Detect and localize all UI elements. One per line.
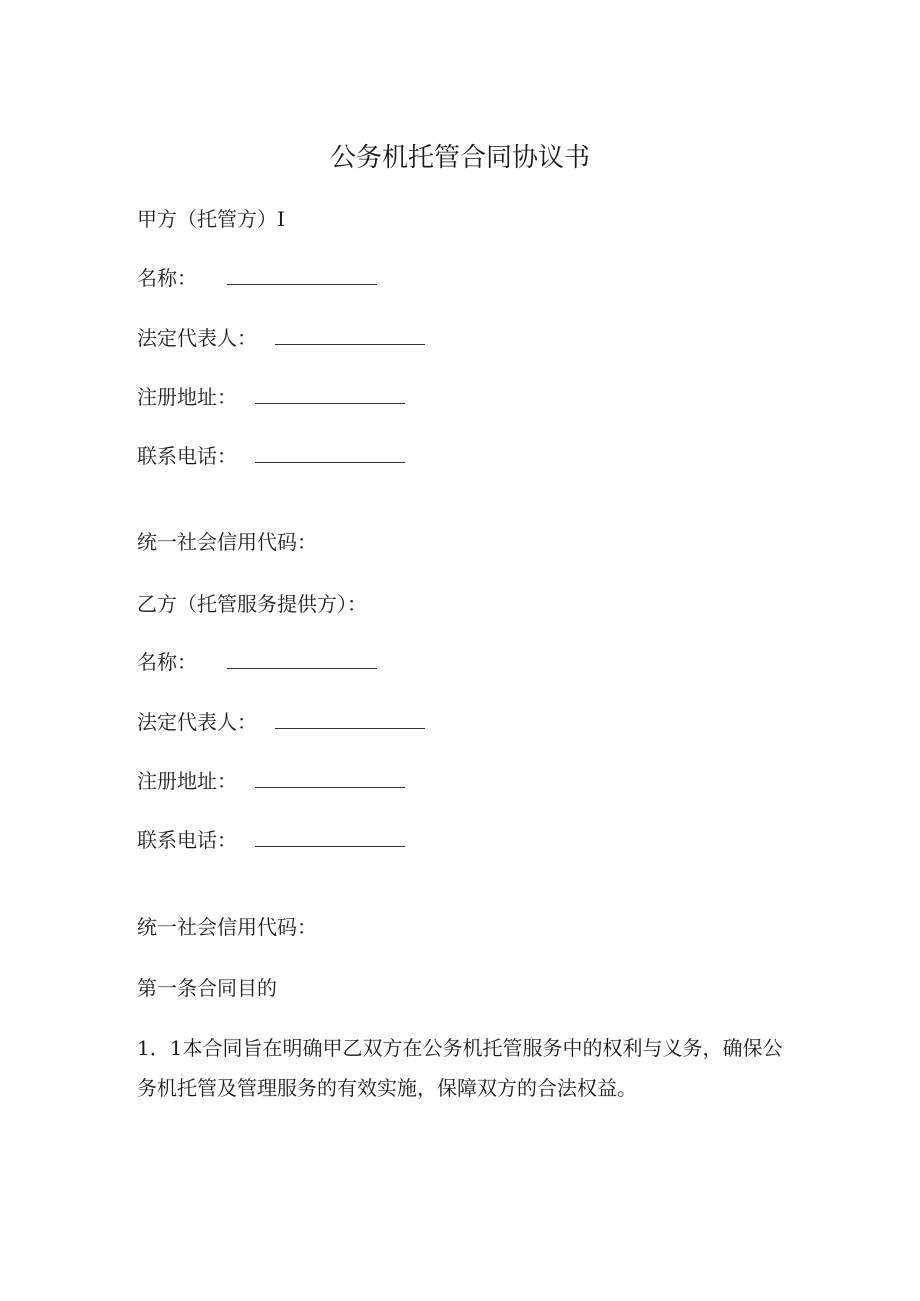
party-b-name-label: 名称： bbox=[137, 650, 197, 674]
party-a-name-blank[interactable] bbox=[227, 264, 377, 285]
party-a-credit-code: 统一社会信用代码： bbox=[137, 530, 317, 554]
party-b-credit-code: 统一社会信用代码： bbox=[137, 915, 317, 939]
party-a-address-row bbox=[137, 383, 405, 411]
party-b-heading: 乙方（托管服务提供方）： bbox=[137, 592, 367, 616]
party-a-address-label: 注册地址： bbox=[137, 385, 237, 409]
party-b-address-blank[interactable] bbox=[255, 767, 405, 788]
party-a-phone-blank[interactable] bbox=[255, 442, 405, 463]
party-a-heading: 甲方（托管方）I bbox=[137, 207, 285, 231]
party-a-name-label: 名称： bbox=[137, 266, 197, 290]
party-a-rep-blank[interactable] bbox=[275, 324, 425, 345]
party-a-phone-row bbox=[137, 442, 405, 470]
party-b-address-row bbox=[137, 767, 405, 795]
party-b-address-label: 注册地址： bbox=[137, 769, 237, 793]
party-b-name-blank[interactable] bbox=[227, 648, 377, 669]
party-b-phone-row bbox=[137, 826, 405, 854]
party-b-phone-label: 联系电话： bbox=[137, 828, 237, 852]
party-b-rep-label: 法定代表人： bbox=[137, 710, 257, 734]
party-a-address-blank[interactable] bbox=[255, 383, 405, 404]
party-a-phone-label: 联系电话： bbox=[137, 444, 237, 468]
party-b-name-row bbox=[137, 648, 377, 676]
article-1-heading: 第一条合同目的 bbox=[137, 976, 277, 1000]
party-b-rep-blank[interactable] bbox=[275, 708, 425, 729]
party-a-rep-label: 法定代表人： bbox=[137, 326, 257, 350]
party-b-rep-row bbox=[137, 708, 425, 736]
document-title: 公务机托管合同协议书 bbox=[329, 143, 590, 173]
party-a-name-row bbox=[137, 264, 377, 292]
clause-1-1: 1．1本合同旨在明确甲乙双方在公务机托管服务中的权利与义务，确保公务机托管及管理服务的有效实施，保障双方的合法权益。 bbox=[137, 1036, 783, 1100]
party-a-rep-row bbox=[137, 324, 425, 352]
party-b-phone-blank[interactable] bbox=[255, 826, 405, 847]
